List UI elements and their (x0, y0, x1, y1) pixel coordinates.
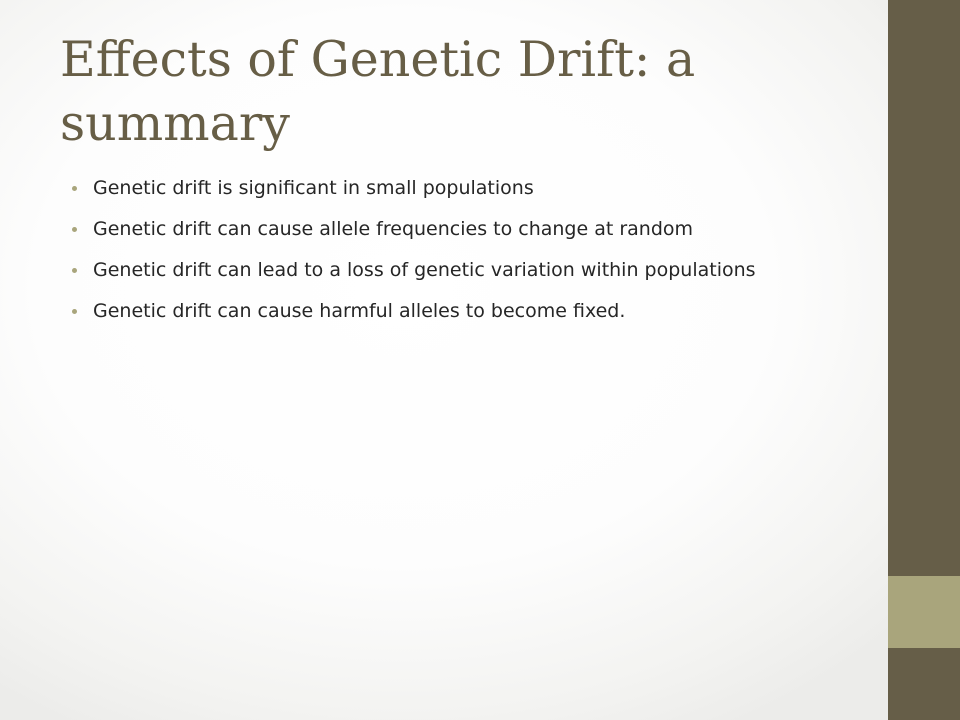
bullet-text: Genetic drift can cause allele frequencies to change at random (93, 218, 694, 240)
side-accent-block (888, 576, 960, 648)
bullet-item (72, 297, 852, 325)
bullet-dot-icon (72, 227, 77, 232)
bullet-text: Genetic drift is significant in small populations (93, 177, 534, 199)
bullet-item (72, 215, 852, 243)
bullet-text: Genetic drift can cause harmful alleles to become fixed. (93, 300, 626, 322)
bullet-item (72, 174, 852, 202)
bullet-item (72, 256, 852, 284)
bullet-dot-icon (72, 268, 77, 273)
bullet-dot-icon (72, 309, 77, 314)
bullet-text: Genetic drift can lead to a loss of genetic variation within populations (93, 259, 756, 281)
slide-title: Effects of Genetic Drift: a summary (60, 31, 696, 152)
bullet-dot-icon (72, 186, 77, 191)
bullet-list (72, 174, 852, 338)
